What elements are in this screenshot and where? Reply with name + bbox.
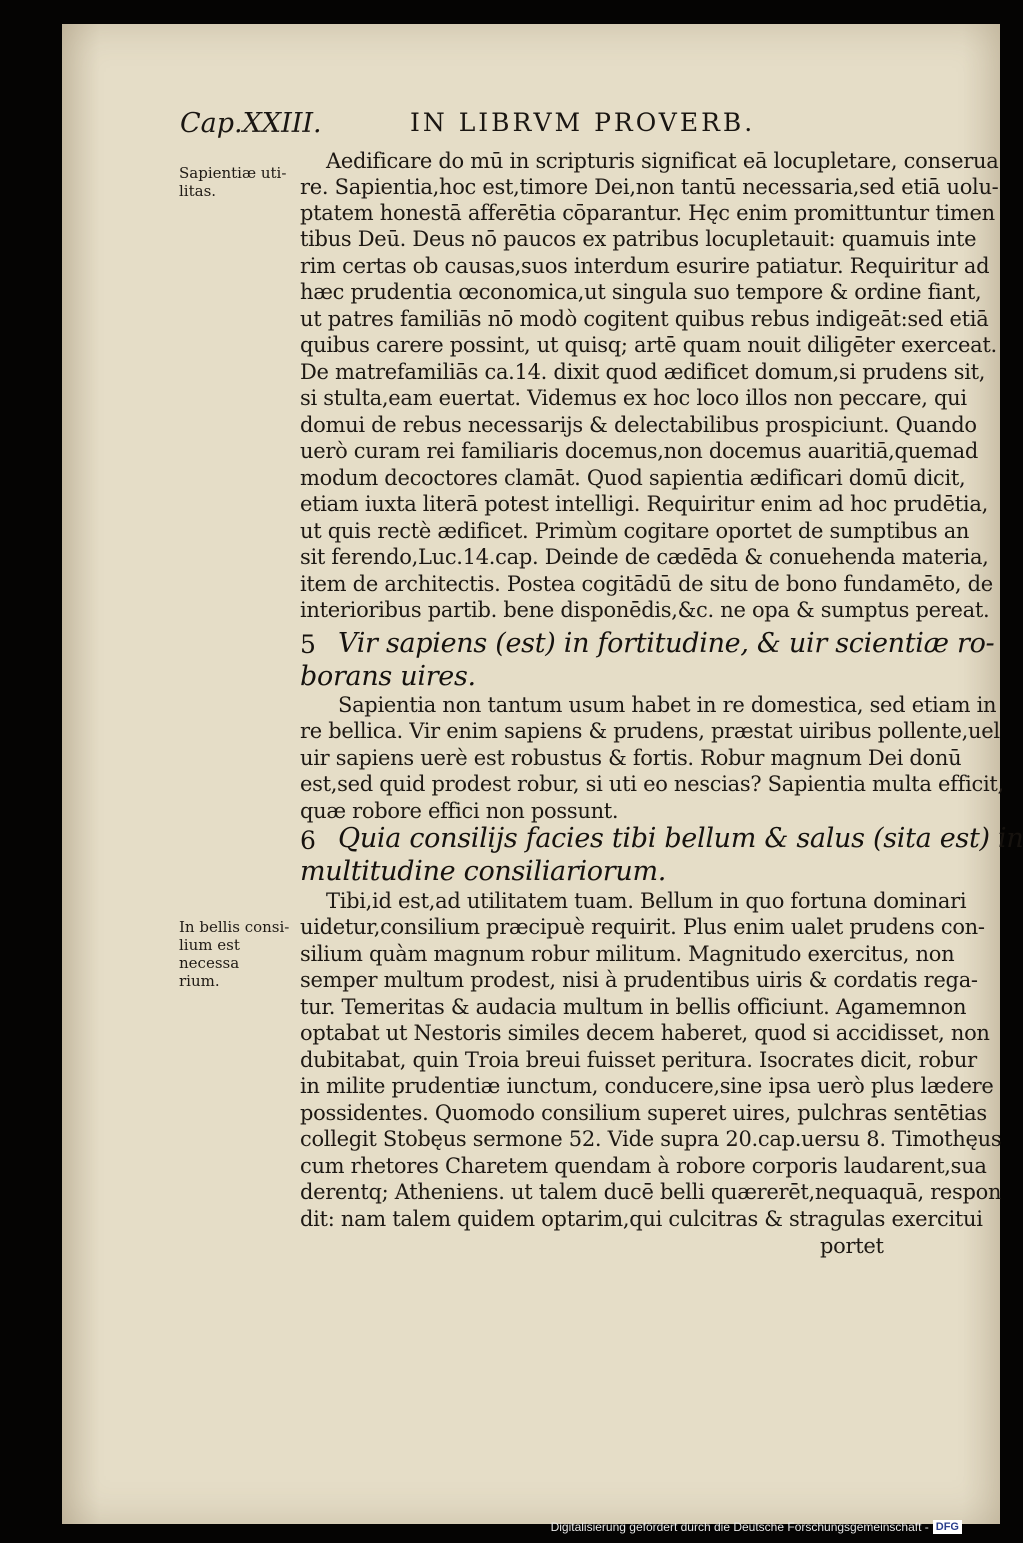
text-line: re. Sapientia,hoc est,timore Dei,non tantū necessaria,sed etiā uolu-: [300, 175, 999, 199]
verse-text: borans uires.: [300, 661, 476, 692]
text-line: ut patres familiās nō modò cogitent quibus rebus indigeāt:sed etiā: [300, 307, 989, 331]
text-line: tibus Deū. Deus nō paucos ex patribus locupletauit: quamuis inte: [300, 227, 977, 251]
text-line: sit ferendo,Luc.14.cap. Deinde de cædēda & conuehenda materia,: [300, 545, 989, 569]
text-line: possidentes. Quomodo consilium superet uires, pulchras sentētias: [300, 1101, 987, 1125]
catchword: portet: [820, 1234, 884, 1258]
credit-text: Digitalisierung gefördert durch die Deutsche Forschungsgemeinschaft -: [550, 1520, 929, 1534]
verse-number: 6: [300, 826, 316, 855]
marginal-line: litas.: [179, 182, 217, 200]
marginal-line: Sapientiæ uti-: [179, 164, 287, 182]
dfg-logo: DFG: [933, 1520, 962, 1534]
marginal-line: lium est necessa: [179, 936, 240, 972]
text-line: Sapientia non tantum usum habet in re domestica, sed etiam in: [338, 693, 997, 717]
text-line: dit: nam talem quidem optarim,qui culcitras & stragulas exercitui: [300, 1207, 983, 1231]
text-line: re bellica. Vir enim sapiens & prudens, præstat uiribus pollente,uel: [300, 719, 1000, 743]
text-line: interioribus partib. bene disponēdis,&c. ne opa & sumptus pereat.: [300, 598, 990, 622]
text-line: collegit Stobęus sermone 52. Vide supra 20.cap.uersu 8. Timothęus: [300, 1127, 1002, 1151]
text-line: tur. Temeritas & audacia multum in bellis officiunt. Agamemnon: [300, 995, 967, 1019]
text-line: ut quis rectè ædificet. Primùm cogitare oportet de sumptibus an: [300, 519, 970, 543]
verse-text: Quia consilijs facies tibi bellum & salus (sita est) in: [338, 823, 1023, 854]
text-line: uerò curam rei familiaris docemus,non docemus auaritiā,quemad: [300, 439, 979, 463]
text-line: silium quàm magnum robur militum. Magnitudo exercitus, non: [300, 942, 955, 966]
text-line: Tibi,id est,ad utilitatem tuam. Bellum in quo fortuna dominari: [326, 889, 967, 913]
verse-number: 5: [300, 630, 316, 659]
text-line: uir sapiens uerè est robustus & fortis. Robur magnum Dei donū: [300, 746, 962, 770]
text-line: optabat ut Nestoris similes decem haberet, quod si accidisset, non: [300, 1021, 990, 1045]
text-line: semper multum prodest, nisi à prudentibus uiris & cordatis rega-: [300, 968, 978, 992]
chapter-label: Cap.XXIII.: [180, 108, 322, 139]
text-line: domui de rebus necessarijs & delectabilibus prospiciunt. Quando: [300, 413, 977, 437]
text-line: derentq; Atheniens. ut talem ducē belli quærerēt,nequaquā, respon: [300, 1180, 1002, 1204]
text-line: si stulta,eam euertat. Videmus ex hoc loco illos non peccare, qui: [300, 386, 967, 410]
digitization-credit: [551, 1520, 962, 1534]
marginal-note-counsel: [179, 918, 294, 990]
marginal-line: In bellis consi-: [179, 918, 290, 936]
running-title: IN LIBRVM PROVERB.: [410, 108, 756, 137]
text-line: Aedificare do mū in scripturis significat eā locupletare, conserua: [326, 149, 999, 173]
text-line: hæc prudentia œconomica,ut singula suo tempore & ordine fiant,: [300, 280, 982, 304]
text-line: in milite prudentiæ iunctum, conducere,sine ipsa uerò plus lædere: [300, 1074, 994, 1098]
text-line: etiam iuxta literā potest intelligi. Requiritur enim ad hoc prudētia,: [300, 492, 988, 516]
text-line: modum decoctores clamāt. Quod sapientia ædificari domū dicit,: [300, 466, 966, 490]
text-line: quæ robore effici non possunt.: [300, 799, 619, 823]
marginal-line: rium.: [179, 972, 220, 990]
text-line: De matrefamiliās ca.14. dixit quod ædificet domum,si prudens sit,: [300, 360, 986, 384]
marginal-note-utility: [179, 164, 294, 200]
verse-text: multitudine consiliariorum.: [300, 856, 667, 887]
text-line: uidetur,consilium præcipuè requirit. Plus enim ualet prudens con-: [300, 915, 985, 939]
text-line: ptatem honestā afferētia cōparantur. Hęc enim promittuntur timen: [300, 201, 995, 225]
text-line: cum rhetores Charetem quendam à robore corporis laudarent,sua: [300, 1154, 987, 1178]
text-line: quibus carere possint, ut quisq; artē quam nouit diligēter exerceat.: [300, 333, 997, 357]
text-line: rim certas ob causas,suos interdum esurire patiatur. Requiritur ad: [300, 254, 990, 278]
text-line: est,sed quid prodest robur, si uti eo nescias? Sapientia multa efficit,: [300, 772, 1004, 796]
page-header: [180, 108, 940, 144]
text-line: item de architectis. Postea cogitādū de situ de bono fundamēto, de: [300, 572, 993, 596]
verse-text: Vir sapiens (est) in fortitudine, & uir scientiæ ro-: [338, 628, 995, 659]
text-line: dubitabat, quin Troia breui fuisset peritura. Isocrates dicit, robur: [300, 1048, 977, 1072]
